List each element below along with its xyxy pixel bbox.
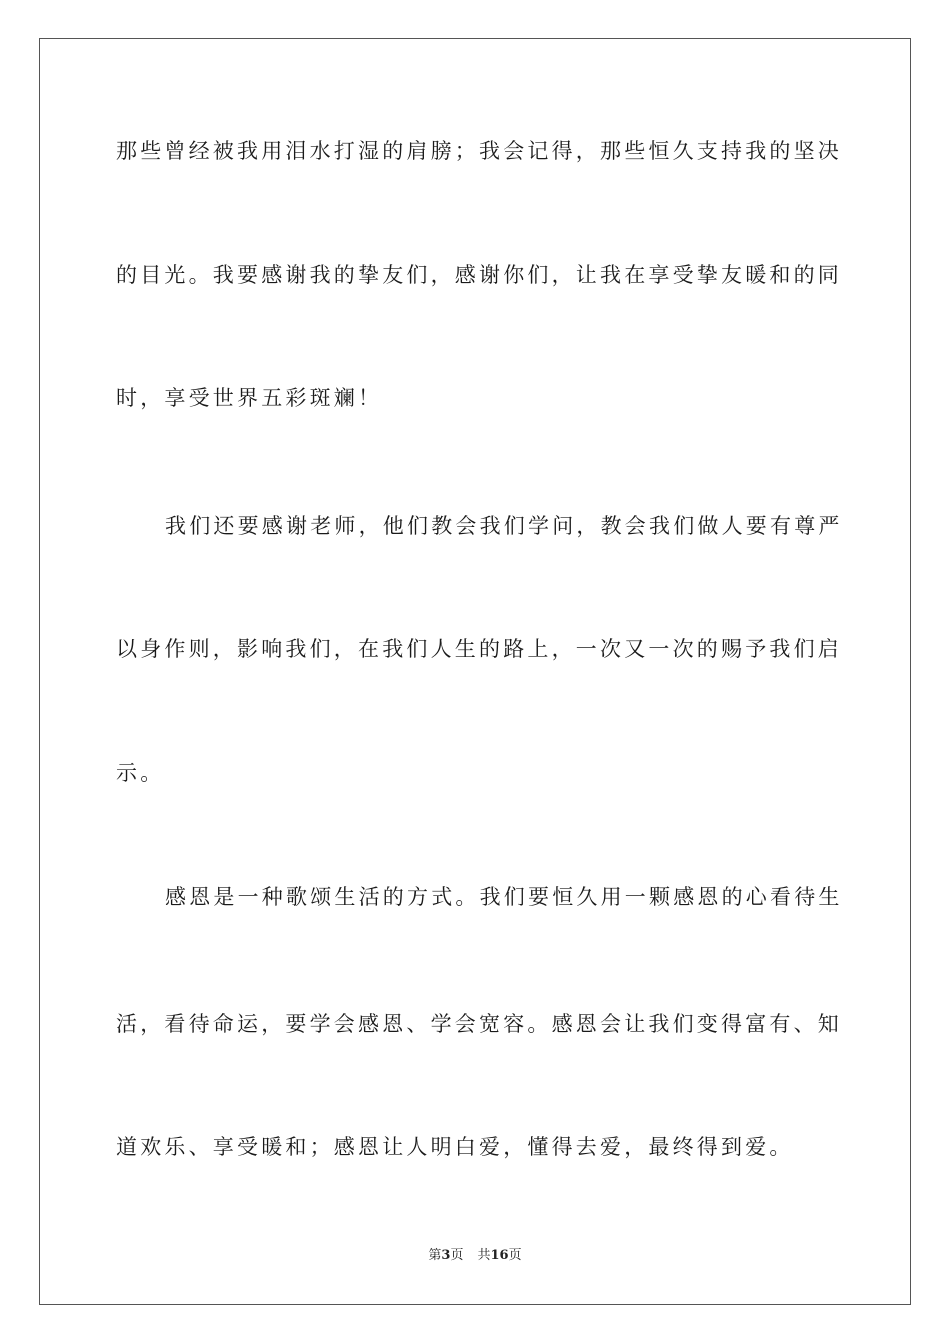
page-border	[39, 38, 911, 1305]
text-line: 的目光。我要感谢我的挚友们，感谢你们，让我在享受挚友暖和的同	[116, 263, 842, 287]
page-suffix: 页	[450, 1248, 464, 1263]
page-number: 3	[441, 1248, 451, 1263]
text-line: 示。	[116, 761, 165, 785]
page-prefix: 第	[428, 1248, 442, 1263]
text-line: 那些曾经被我用泪水打湿的肩膀；我会记得，那些恒久支持我的坚决	[116, 139, 842, 163]
total-suffix: 页	[508, 1248, 522, 1263]
text-line: 时，享受世界五彩斑斓！	[116, 386, 383, 410]
text-line: 感恩是一种歌颂生活的方式。我们要恒久用一颗感恩的心看待生	[165, 885, 843, 909]
page-footer	[0, 1247, 950, 1265]
text-line: 活，看待命运，要学会感恩、学会宽容。感恩会让我们变得富有、知	[116, 1012, 842, 1036]
text-line: 道欢乐、享受暖和；感恩让人明白爱，懂得去爱，最终得到爱。	[116, 1135, 794, 1159]
text-line: 我们还要感谢老师，他们教会我们学问，教会我们做人要有尊严	[165, 514, 843, 538]
text-line: 以身作则，影响我们，在我们人生的路上，一次又一次的赐予我们启	[116, 637, 842, 661]
total-pages: 16	[490, 1248, 509, 1263]
total-prefix: 共	[477, 1248, 491, 1263]
